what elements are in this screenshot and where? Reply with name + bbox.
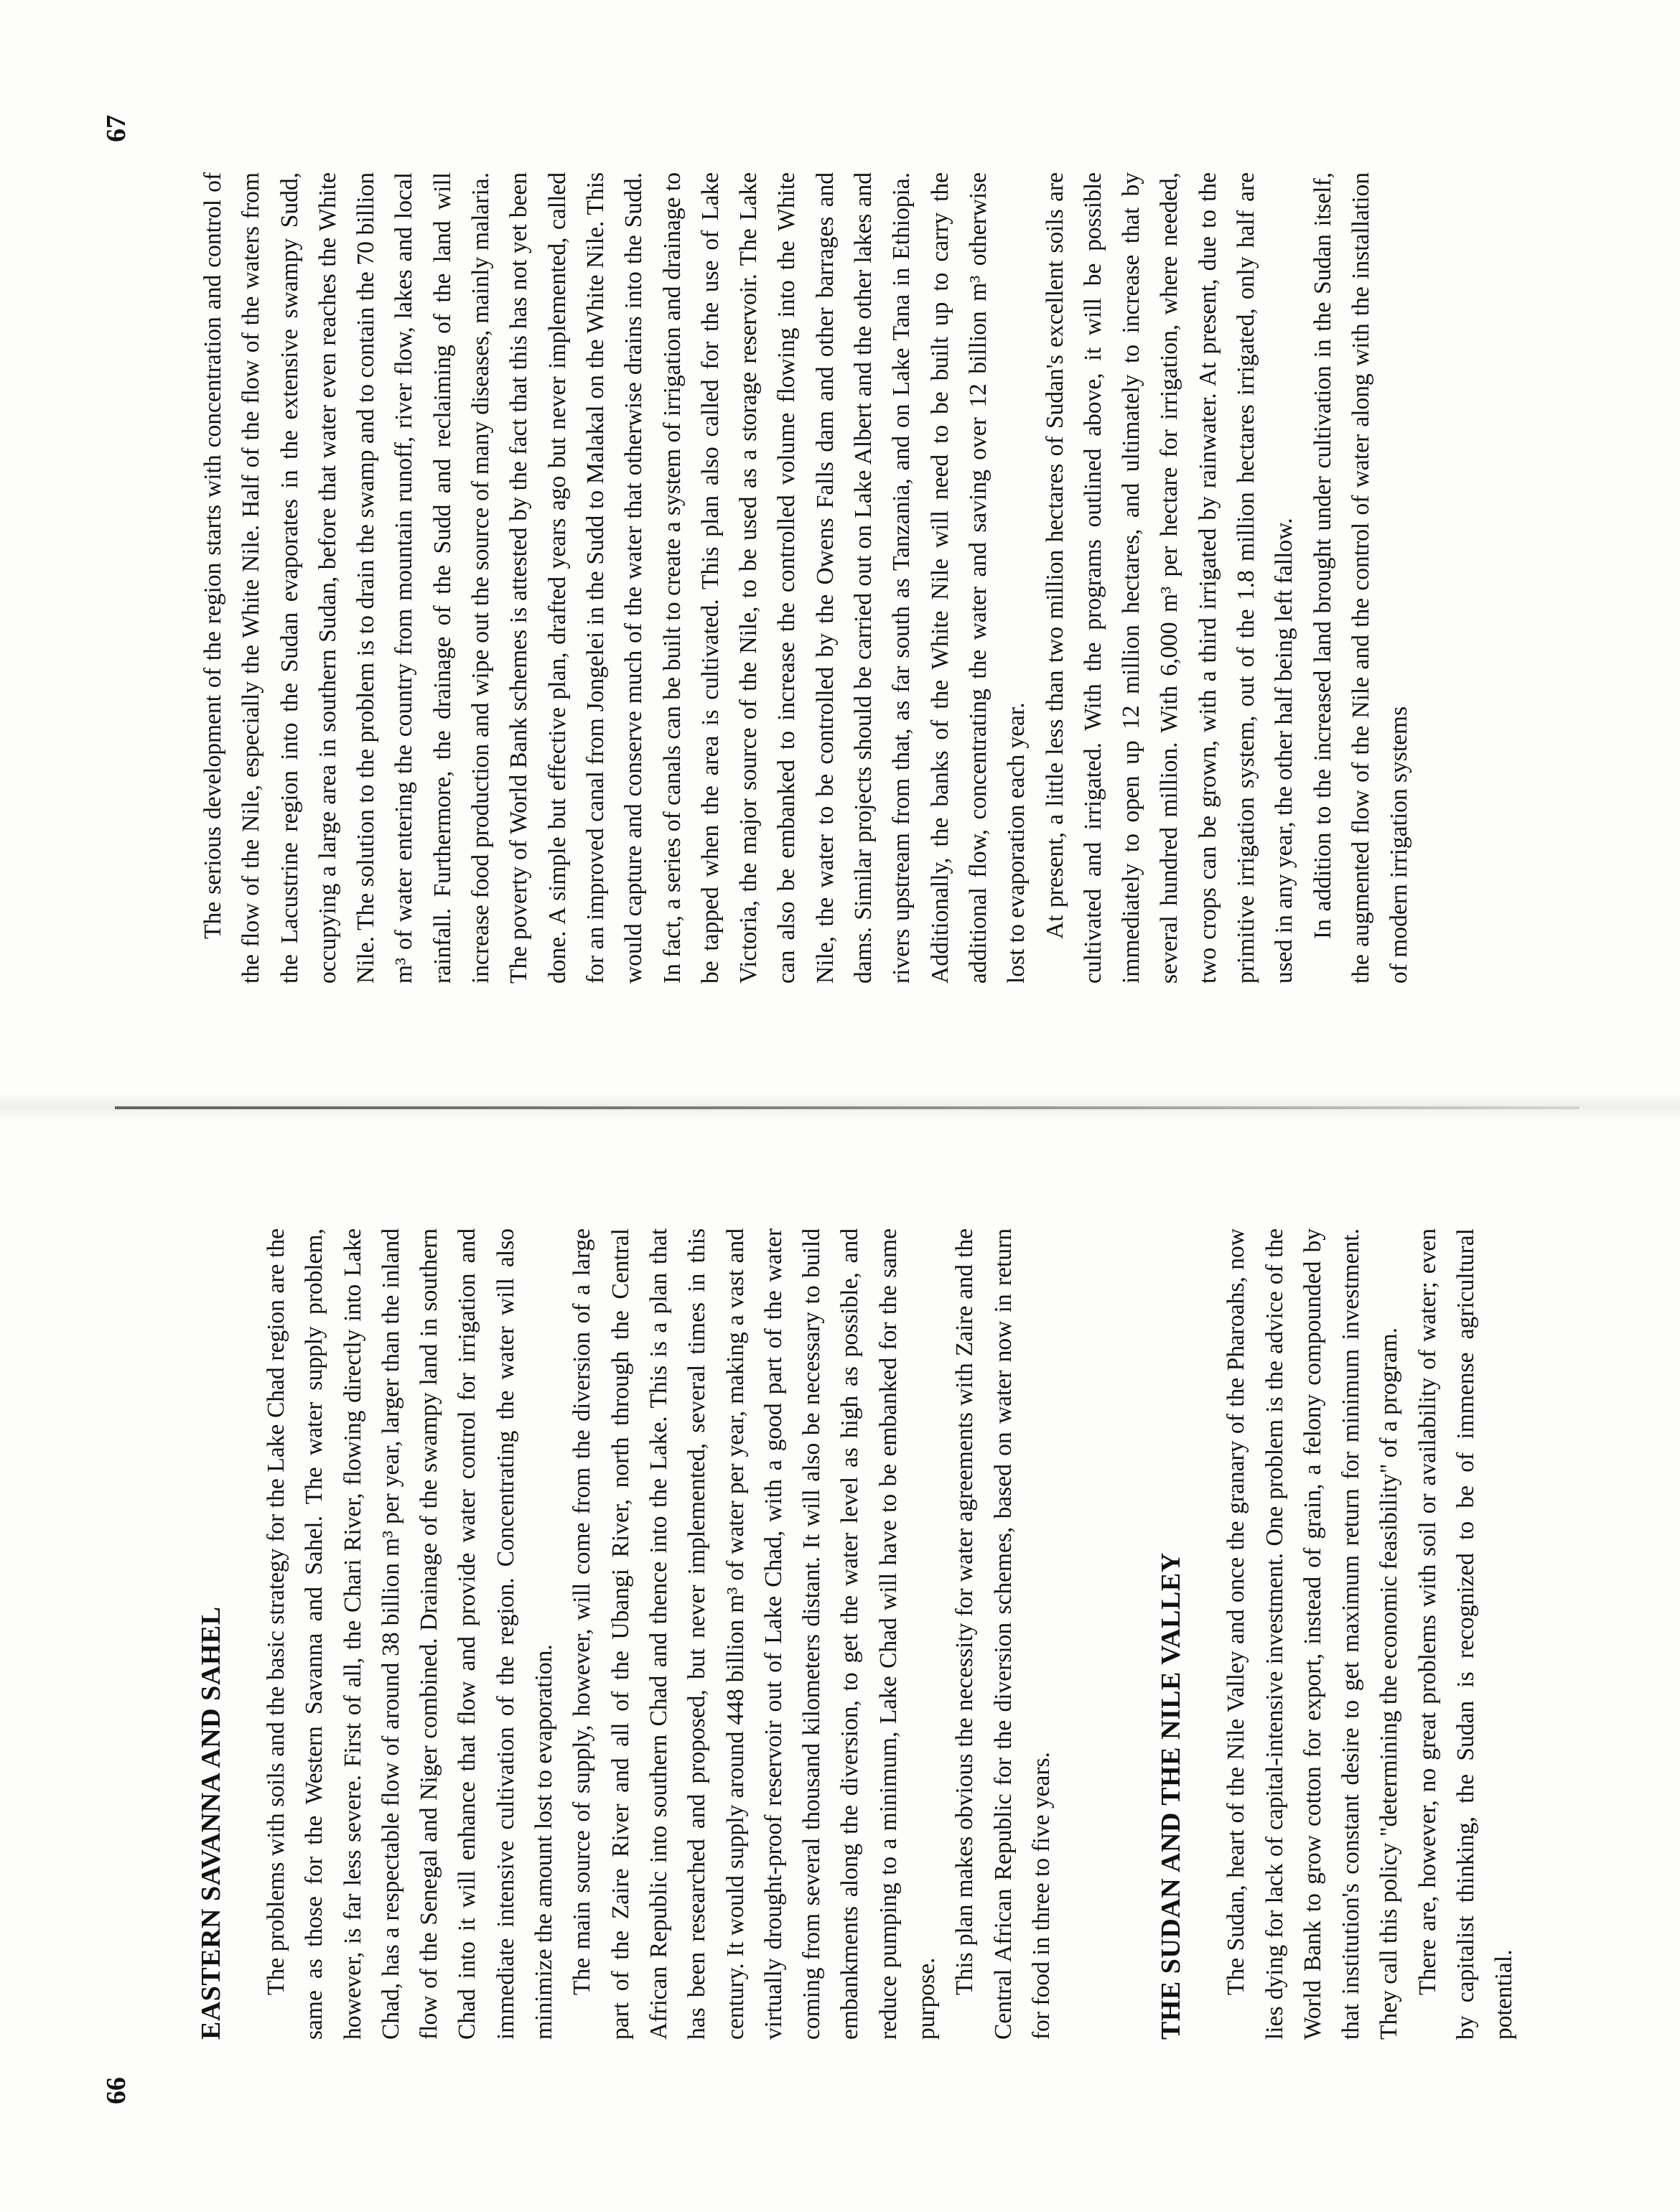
paragraph: There are, however, no great problems with soil or availability of water; even by capitalist thinking, the Sudan is recognized to be of immense agricultural potential. (1414, 1228, 1518, 2040)
section-heading-sudan-nile: THE SUDAN AND THE NILE VALLEY (1156, 1552, 1187, 2040)
page-number-right: 67 (101, 115, 131, 142)
paragraph: The serious development of the region starts with concentration and control of the flow of the Nile, especially the White Nile. Half of the flow of the waters from the Lacustrine region into the Sudan evaporates in the extensive swampy Sudd, occupying a large area in southern Sudan, before that water even reaches the White Nile. The solution to the problem is to drain the swamp and to contain the 70 billion m³ of water entering the country from mountain runoff, river flow, lakes and local rainfall. Furthermore, the drainage of the Sudd and reclaiming of the land will increase food production and wipe out the source of many diseases, mainly malaria. The poverty of World Bank schemes is attested by the fact that this has not yet been done. A simple but effective plan, drafted years ago but never implemented, called for an improved canal from Jongelei in the Sudd to Malakal on the White Nile. This would capture and conserve much of the water that otherwise drains into the Sudd. In fact, a series of canals can be built to create a system of irrigation and drainage to be tapped when the area is cultivated. This plan also called for the use of Lake Victoria, the major source of the Nile, to be used as a storage reservoir. The Lake can also be embanked to increase the controlled volume flowing into the White Nile, the water to be controlled by the Owens Falls dam and other barrages and dams. Similar projects should be carried out on Lake Albert and the other lakes and rivers upstream from that, as far south as Tanzania, and on Lake Tana in Ethiopia. Additionally, the banks of the White Nile will need to be built up to carry the additional flow, concentrating the water and saving over 12 billion m³ otherwise lost to evaporation each year. (200, 172, 1030, 984)
paragraph: In addition to the increased land brought under cultivation in the Sudan itself, the augmented flow of the Nile and the control of water along with the installation of modern irrigation systems (1309, 172, 1413, 984)
section-heading-eastern-savanna: EASTERN SAVANNA AND SAHEL (196, 1606, 226, 2040)
paragraph: This plan makes obvious the necessity for water agreements with Zaire and the Central African Republic for the diversion schemes, based on water now in return for food in three to five years. (951, 1228, 1055, 2040)
left-text-column (194, 1228, 1523, 2040)
left-page (0, 1106, 1680, 2212)
paragraph: The problems with soils and the basic strategy for the Lake Chad region are the same as those for the Western Savanna and Sahel. The water supply problem, however, is far less severe. First of all, the Chari River, flowing directly into Lake Chad, has a respectable flow of around 38 billion m³ per year, larger than the inland flow of the Senegal and Niger combined. Drainage of the swampy land in southern Chad into it will enhance that flow and provide water control for irrigation and immediate intensive cultivation of the region. Concentrating the water will also minimize the amount lost to evaporation. (263, 1228, 558, 2040)
page-number-left: 66 (101, 2077, 131, 2104)
right-text-column (194, 172, 1419, 984)
paragraph: The main source of supply, however, will come from the diversion of a large part of the Zaire River and all of the Ubangi River, north through the Central African Republic into southern Chad and thence into the Lake. This is a plan that has been researched and proposed, but never implemented, several times in this century. It would supply around 448 billion m³ of water per year, making a vast and virtually drought-proof reservoir out of Lake Chad, with a good part of the water coming from several thousand kilometers distant. It will also be necessary to build embankments along the diversion, to get the water level as high as possible, and reduce pumping to a minimum, Lake Chad will have to be embanked for the same purpose. (569, 1228, 941, 2040)
paragraph: At present, a little less than two million hectares of Sudan's excellent soils are cultivated and irrigated. With the programs outlined above, it will be possible immediately to open up 12 million hectares, and ultimately to increase that by several hundred million. With 6,000 m³ per hectare for irrigation, where needed, two crops can be grown, with a third irrigated by rainwater. At present, due to the primitive irrigation system, out of the 1.8 million hectares irrigated, only half are used in any year, the other half being left fallow. (1041, 172, 1298, 984)
paragraph: The Sudan, heart of the Nile Valley and once the granary of the Pharoahs, now lies dying for lack of capital-intensive investment. One problem is the advice of the World Bank to grow cotton for export, instead of grain, a felony compounded by that institution's constant desire to get maximum return for minimum investment. They call this policy "determining the economic feasibility" of a program. (1223, 1228, 1403, 2040)
